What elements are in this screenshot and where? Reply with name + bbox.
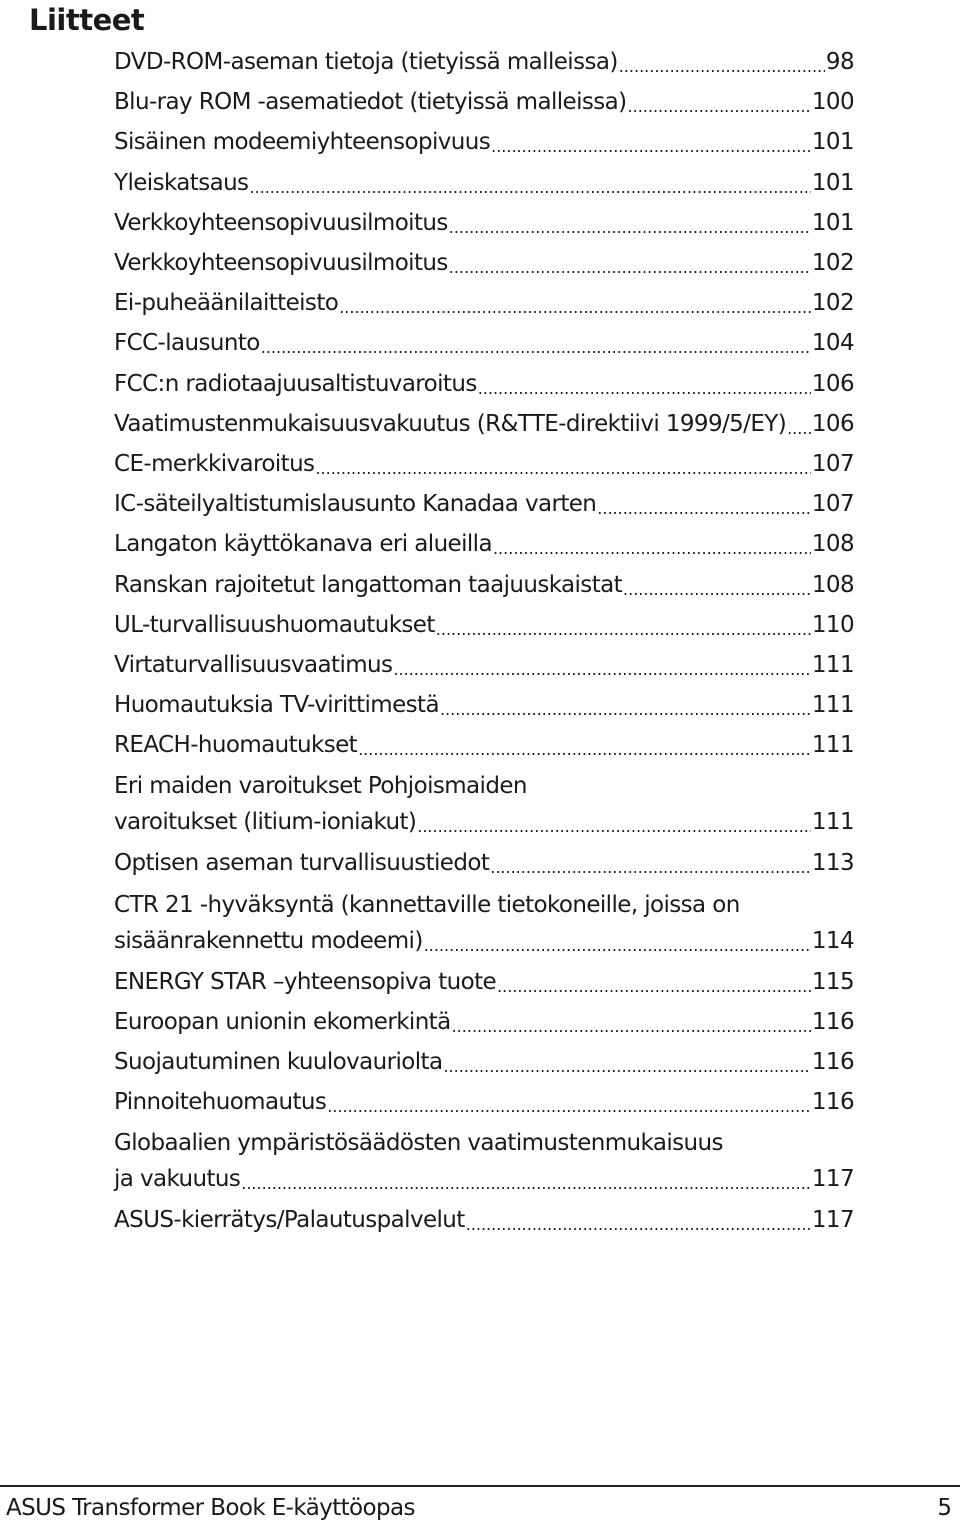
toc-entry[interactable] bbox=[114, 1002, 854, 1042]
toc-leader-dots bbox=[452, 1009, 811, 1045]
toc-entry-title: Pinnoitehuomautus bbox=[114, 1089, 327, 1116]
toc-entry-last-line bbox=[114, 1161, 854, 1197]
toc-entry[interactable] bbox=[114, 685, 854, 725]
toc-entry-title: Huomautuksia TV-virittimestä bbox=[114, 692, 439, 719]
toc-entry-last-line bbox=[114, 923, 854, 959]
toc-entry[interactable] bbox=[114, 203, 854, 243]
toc-entry-page: 101 bbox=[811, 209, 854, 236]
toc-leader-dots bbox=[393, 652, 810, 688]
toc-entry[interactable] bbox=[114, 42, 854, 82]
toc-entry[interactable] bbox=[114, 1082, 854, 1122]
toc-entry[interactable] bbox=[114, 283, 854, 323]
toc-entry-page: 108 bbox=[811, 571, 854, 598]
toc-entry[interactable] bbox=[114, 444, 854, 484]
toc-entry[interactable] bbox=[114, 484, 854, 524]
toc-leader-dots bbox=[597, 491, 811, 527]
toc-entry[interactable] bbox=[114, 122, 854, 162]
toc-leader-dots bbox=[628, 89, 811, 125]
toc-entry-title: IC-säteilyaltistumislausunto Kanadaa varten bbox=[114, 491, 597, 518]
toc-entry-page: 116 bbox=[811, 1049, 854, 1076]
toc-leader-dots bbox=[339, 290, 811, 326]
toc-entry-page: 113 bbox=[811, 850, 854, 877]
toc-entry-page: 106 bbox=[811, 410, 854, 437]
toc-entry-title: FCC:n radiotaajuusaltistuvaroitus bbox=[114, 370, 477, 397]
toc-entry-title: Vaatimustenmukaisuusvakuutus (R&TTE-direktiivi 1999/5/EY) bbox=[114, 410, 787, 437]
toc-entry-title-line: varoitukset (litium-ioniakut) bbox=[114, 809, 417, 836]
toc-leader-dots bbox=[490, 850, 811, 886]
toc-leader-dots bbox=[315, 451, 810, 487]
toc-entry[interactable] bbox=[114, 1122, 854, 1200]
footer-page-number: 5 bbox=[937, 1495, 952, 1521]
toc-leader-dots bbox=[466, 1207, 811, 1243]
toc-entry[interactable] bbox=[114, 725, 854, 765]
toc-entry-title: Ei-puheäänilaitteisto bbox=[114, 290, 339, 317]
toc-entry-page: 100 bbox=[811, 89, 854, 116]
toc-entry-page: 108 bbox=[811, 531, 854, 558]
toc-entry-title: REACH-huomautukset bbox=[114, 732, 358, 759]
toc-leader-dots bbox=[241, 1166, 811, 1202]
toc-leader-dots bbox=[436, 612, 811, 648]
toc-entry[interactable] bbox=[114, 962, 854, 1002]
toc-leader-dots bbox=[358, 732, 811, 768]
toc-entry-title: Verkkoyhteensopivuusilmoitus bbox=[114, 209, 448, 236]
toc-entry-title-line: Eri maiden varoitukset Pohjoismaiden bbox=[114, 773, 527, 800]
table-of-contents bbox=[114, 42, 854, 1241]
toc-leader-dots bbox=[440, 692, 811, 728]
toc-entry[interactable] bbox=[114, 765, 854, 843]
toc-entry-page: 116 bbox=[811, 1089, 854, 1116]
toc-entry[interactable] bbox=[114, 884, 854, 962]
toc-entry-title: Blu-ray ROM -asematiedot (tietyissä malleissa) bbox=[114, 89, 627, 116]
toc-entry-title: Suojautuminen kuulovauriolta bbox=[114, 1049, 443, 1076]
toc-entry-title-line: Globaalien ympäristösäädösten vaatimustenmukaisuus bbox=[114, 1130, 723, 1157]
toc-entry-page: 106 bbox=[811, 370, 854, 397]
toc-entry[interactable] bbox=[114, 364, 854, 404]
toc-entry-page: 107 bbox=[811, 491, 854, 518]
toc-entry-page: 111 bbox=[811, 732, 854, 759]
toc-entry-page: 117 bbox=[811, 1207, 854, 1234]
toc-entry-title: Virtaturvallisuusvaatimus bbox=[114, 651, 393, 678]
toc-entry-title: Sisäinen modeemiyhteensopivuus bbox=[114, 129, 491, 156]
toc-entry[interactable] bbox=[114, 605, 854, 645]
toc-entry-page: 107 bbox=[811, 450, 854, 477]
toc-leader-dots bbox=[493, 531, 811, 567]
toc-leader-dots bbox=[443, 1049, 810, 1085]
toc-leader-dots bbox=[619, 49, 825, 85]
toc-entry[interactable] bbox=[114, 163, 854, 203]
toc-entry[interactable] bbox=[114, 1042, 854, 1082]
toc-leader-dots bbox=[787, 411, 811, 447]
toc-entry[interactable] bbox=[114, 243, 854, 283]
toc-leader-dots bbox=[449, 250, 811, 286]
toc-entry[interactable] bbox=[114, 564, 854, 604]
toc-entry-title: Langaton käyttökanava eri alueilla bbox=[114, 531, 492, 558]
toc-entry-page: 98 bbox=[825, 49, 854, 76]
footer-divider bbox=[0, 1485, 960, 1487]
toc-entry[interactable] bbox=[114, 323, 854, 363]
toc-entry-page: 104 bbox=[811, 330, 854, 357]
toc-entry-last-line bbox=[114, 804, 854, 840]
toc-entry-page: 115 bbox=[811, 968, 854, 995]
toc-entry-title: Verkkoyhteensopivuusilmoitus bbox=[114, 250, 448, 277]
toc-entry-page: 102 bbox=[811, 250, 854, 277]
toc-entry[interactable] bbox=[114, 843, 854, 883]
toc-entry-title: CE-merkkivaroitus bbox=[114, 450, 315, 477]
toc-entry[interactable] bbox=[114, 404, 854, 444]
toc-entry[interactable] bbox=[114, 82, 854, 122]
toc-entry-title: ASUS-kierrätys/Palautuspalvelut bbox=[114, 1207, 465, 1234]
toc-leader-dots bbox=[249, 170, 810, 206]
toc-leader-dots bbox=[478, 371, 811, 407]
footer-document-title: ASUS Transformer Book E-käyttöopas bbox=[6, 1495, 415, 1521]
toc-entry-page: 117 bbox=[811, 1166, 854, 1193]
toc-entry-title: Ranskan rajoitetut langattoman taajuuskaistat bbox=[114, 571, 623, 598]
toc-entry-title: Optisen aseman turvallisuustiedot bbox=[114, 850, 490, 877]
toc-leader-dots bbox=[449, 210, 811, 246]
section-title: Liitteet bbox=[29, 3, 145, 37]
toc-entry-page: 110 bbox=[811, 611, 854, 638]
toc-leader-dots bbox=[491, 129, 811, 165]
toc-leader-dots bbox=[417, 809, 811, 845]
toc-entry-page: 101 bbox=[811, 169, 854, 196]
toc-leader-dots bbox=[327, 1089, 811, 1125]
toc-leader-dots bbox=[623, 572, 811, 608]
toc-entry-page: 102 bbox=[811, 290, 854, 317]
toc-entry-title: Yleiskatsaus bbox=[114, 169, 249, 196]
toc-entry-page: 101 bbox=[811, 129, 854, 156]
toc-leader-dots bbox=[424, 928, 811, 964]
toc-entry[interactable] bbox=[114, 524, 854, 564]
toc-entry[interactable] bbox=[114, 645, 854, 685]
toc-entry-title-line: ja vakuutus bbox=[114, 1166, 241, 1193]
toc-entry-page: 111 bbox=[811, 692, 854, 719]
toc-entry[interactable] bbox=[114, 1200, 854, 1240]
toc-leader-dots bbox=[261, 330, 811, 366]
toc-entry-page: 111 bbox=[811, 809, 854, 836]
toc-entry-page: 116 bbox=[811, 1008, 854, 1035]
toc-entry-page: 114 bbox=[811, 927, 854, 954]
toc-leader-dots bbox=[497, 969, 811, 1005]
toc-entry-title: Euroopan unionin ekomerkintä bbox=[114, 1008, 451, 1035]
toc-entry-title: FCC-lausunto bbox=[114, 330, 260, 357]
toc-entry-page: 111 bbox=[811, 651, 854, 678]
toc-entry-title-line: sisäänrakennettu modeemi) bbox=[114, 927, 423, 954]
toc-entry-title: DVD-ROM-aseman tietoja (tietyissä malleissa) bbox=[114, 49, 618, 76]
toc-entry-title: ENERGY STAR –yhteensopiva tuote bbox=[114, 968, 497, 995]
toc-entry-title-line: CTR 21 -hyväksyntä (kannettaville tietokoneille, joissa on bbox=[114, 891, 740, 918]
toc-entry-title: UL-turvallisuushuomautukset bbox=[114, 611, 435, 638]
